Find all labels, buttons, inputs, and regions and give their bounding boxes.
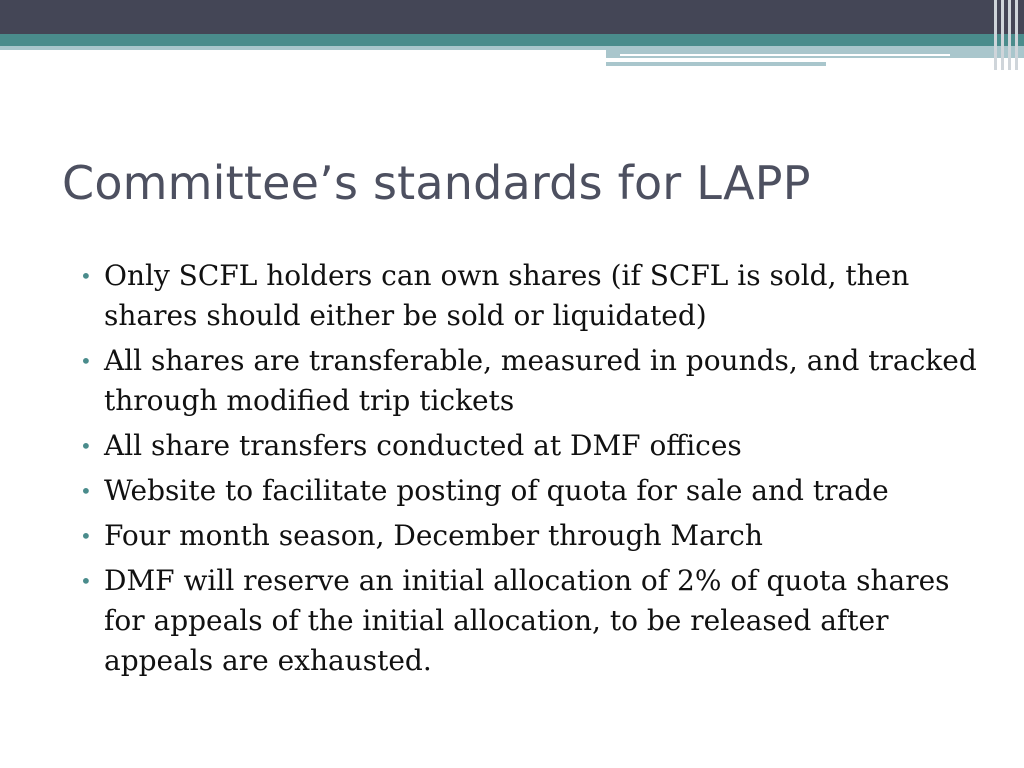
header-stripe [1001, 0, 1004, 70]
header-accent-bar-lower [606, 62, 826, 66]
header-dark-bar [0, 0, 1024, 34]
bullet-item [76, 256, 986, 336]
bullet-list [76, 256, 986, 686]
bullet-icon: • [80, 569, 92, 593]
bullet-item [76, 426, 986, 466]
bullet-icon: • [80, 479, 92, 503]
bullet-item [76, 471, 986, 511]
header-stripe [1015, 0, 1018, 70]
bullet-text: Only SCFL holders can own shares (if SCFL is sold, then shares should either be sold or liquidated) [104, 259, 910, 332]
bullet-item [76, 561, 986, 681]
bullet-icon: • [80, 524, 92, 548]
bullet-item [76, 516, 986, 556]
bullet-text: Website to facilitate posting of quota for sale and trade [104, 474, 889, 507]
bullet-text: DMF will reserve an initial allocation of 2% of quota shares for appeals of the initial allocation, to be released after appeals are exhausted. [104, 564, 950, 677]
bullet-text: All share transfers conducted at DMF offices [104, 429, 742, 462]
header-stripe [994, 0, 997, 70]
header-accent-line [620, 54, 950, 56]
bullet-icon: • [80, 349, 92, 373]
slide-title: Committee’s standards for LAPP [62, 156, 811, 210]
header-teal-bar [0, 34, 1024, 46]
bullet-text: All shares are transferable, measured in pounds, and tracked through modified trip tickets [104, 344, 977, 417]
header-stripe [1008, 0, 1011, 70]
bullet-text: Four month season, December through March [104, 519, 763, 552]
bullet-item [76, 341, 986, 421]
bullet-icon: • [80, 434, 92, 458]
bullet-icon: • [80, 264, 92, 288]
